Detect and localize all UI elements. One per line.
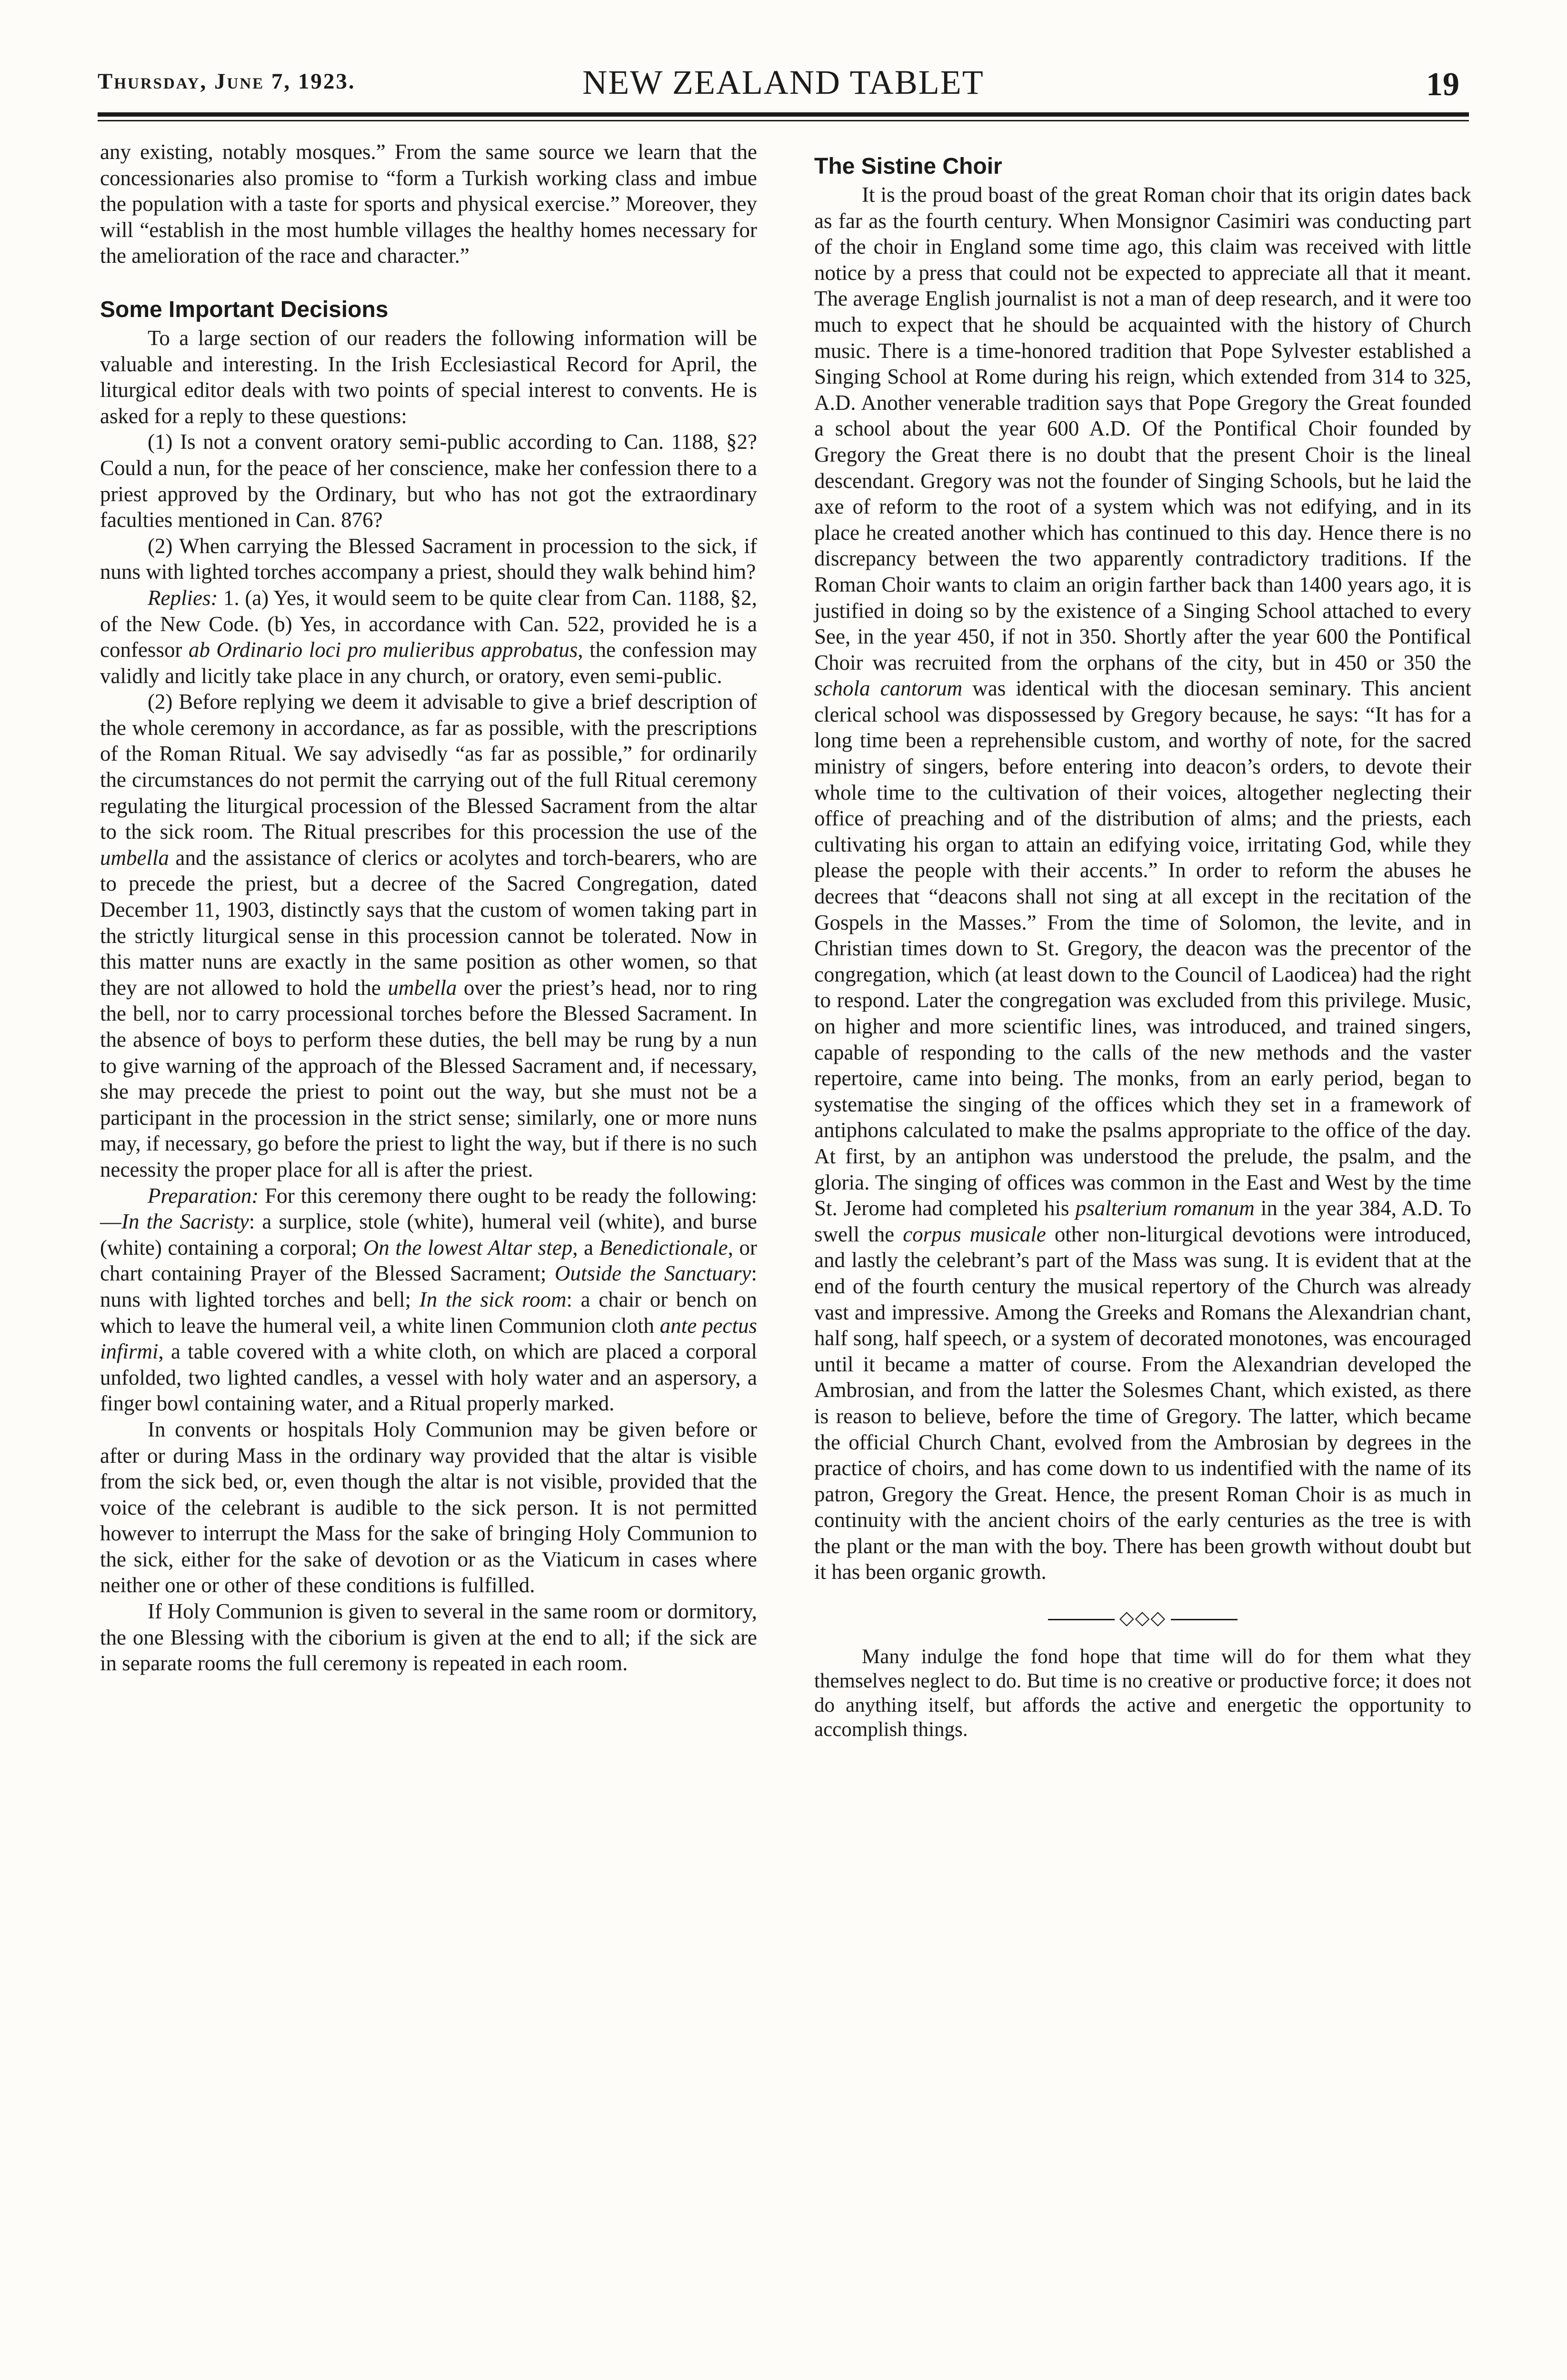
page-number: 19 [1426,66,1459,103]
text: : a surplice, stole (white), humeral veil (white), and burse (white) containing a corporal; [100,1210,758,1259]
paragraph: In convents or hospitals Holy Communion may be given before or after or during Mass in the ordinary way provided that the altar is visible from the sick bed, or, even though the altar is not visible, provided that the voice of the celebrant is audible to the sick person. It is not permitted however to interrupt the Mass for the sake of bringing Holy Communion to the sick, either for the sake of devotion or as the Viaticum in cases where neither one or other of these conditions is fulfilled. [100,1417,757,1597]
italic-term: Outside the Sanctuary [554,1261,751,1286]
article-continuation: any existing, notably mosques.” From the same source we learn that the concessionaries also promise to “form a Turkish working class and imbue the population with a taste for sports and physical exercise.” Moreover, they will “establish in the most humble villages the healthy homes necessary for the amelioration of the race and character.” [100,140,757,268]
ornament-rule [1048,1619,1115,1620]
text: , a [572,1235,599,1259]
right-column [814,139,1471,1742]
header-rule [98,112,1469,117]
latin-term: schola cantorum [814,676,963,701]
italic-term: In the sick room [419,1287,567,1311]
paragraph: (1) Is not a convent oratory semi-public according to Can. 1188, §2? Could a nun, for the peace of her conscience, make her confession there to a priest approved by the Ordinary, but who has not got the extraordinary faculties mentioned in Can. 876? [100,430,757,532]
header-rule-thin [98,120,1469,121]
text: , a table covered with a white cloth, on which are placed a corporal unfolded, two lighted candles, a vessel with holy water and an aspersory, a finger bowl containing water, and a Ritual properly marked. [100,1339,757,1416]
latin-term: corpus musicale [903,1222,1046,1246]
latin-term: ante pectus infirmi [100,1313,758,1364]
left-column [100,139,757,1676]
text: : nuns with lighted torches and bell; [100,1261,757,1311]
text: It is the proud boast of the great Roman choir that its origin dates back as far as the fourth century. When Monsignor Casimiri was conducting part of the choir in England some time ago, this claim was received with little notice by a press that could not be expected to appreciate all that it meant. The average English journalist is not a man of deep research, and it were too much to expect that he should be acquainted with the history of Church music. There is a time-honored tradition that Pope Sylvester established a Singing School at Rome during his reign, which extended from 314 to 325, A.D. Another venerable tradition says that Pope Gregory the Great founded a school about the year 600 A.D. Of the Pontifical Choir founded by Gregory the Great there is no doubt that the present Choir is the lineal descendant. Gregory was not the founder of Singing Schools, but he laid the axe of reform to the root of a system which was not edifying, and in its place he created another which has continued to this day. Hence there is no discrepancy between the two apparently contradictory traditions. If the Roman Choir wants to claim an origin farther back than 1400 years ago, it is justified in doing so by the existence of a Singing School attached to every See, in the year 450, if not in 350. Shortly after the year 600 the Pontifical Choir was recruited from the orphans of the city, but in 450 or 350 the [814,183,1471,674]
text: and the assistance of clerics or acolytes and torch-bearers, who are to precede the priest, but a decree of the Sacred Congregation, dated December 11, 1903, distinctly says that the custom of women taking part in the strictly liturgical sense in this procession cannot be tolerated. Now in this matter nuns are exactly in the same position as other women, so that they are not allowed to hold the [100,845,757,1000]
ornament-glyph: ◇◇◇ [1119,1607,1167,1629]
italic-term: On the lowest Altar step [363,1235,573,1259]
italic-term: In the Sacristy [121,1210,249,1234]
text: (2) Before replying we deem it advisable to give a brief description of the whole ceremony in accordance, as far as possible, with the prescriptions of the Roman Ritual. We say advisedly “as far as possible,” for ordinarily the circumstances do not permit the carrying out of the full Ritual ceremony regulating the liturgical procession of the Blessed Sacrament from the altar to the sick room. The Ritual prescribes for this procession the use of the [100,690,757,844]
latin-term: umbella [388,975,457,1000]
text: : a chair or bench on which to leave the humeral veil, a white linen Communion cloth [100,1287,757,1338]
text: , or chart containing Prayer of the Blessed Sacrament; [100,1235,757,1286]
text: , the confession may validly and licitly take place in any church, or oratory, even semi-public. [100,638,757,688]
latin-term: psalterium romanum [1075,1196,1255,1220]
section-ornament [814,1605,1471,1631]
paragraph: To a large section of our readers the following information will be valuable and interesting. In the Irish Ecclesiastical Record for April, the liturgical editor deals with two points of special interest to convents. He is asked for a reply to these questions: [100,326,757,428]
latin-term: umbella [100,845,169,870]
paragraph: (2) When carrying the Blessed Sacrament in procession to the sick, if nuns with lighted torches accompany a priest, should they walk behind him? [100,534,757,584]
ornament-rule [1171,1619,1238,1620]
preparation-label: Preparation: [148,1183,259,1208]
closing-paragraph: Many indulge the fond hope that time will do for them what they themselves neglect to do. But time is no creative or productive force; it does not do anything itself, but affords the active and energetic the opportunity to accomplish things. [814,1645,1471,1741]
text: For this ceremony there ought to be ready the following:— [100,1183,757,1234]
text: over the priest’s head, nor to ring the bell, nor to carry processional torches before the Blessed Sacrament. In the absence of boys to perform these duties, the bell may be rung by a nun to give warning of the approach of the Blessed Sacrament and, if necessary, she may precede the priest to point out the way, but she must not be a participant in the procession in the strict sense; similarly, one or more nuns may, if necessary, go before the priest to light the way, but if there is no such necessity the proper place for all is after the priest. [100,975,757,1181]
text: was identical with the diocesan seminary. This ancient clerical school was dispossessed by Gregory because, he says: “It has for a long time been a reprehensible custom, and worthy of note, for the sacred ministry of singers, before entering into deacon’s orders, to devote their whole time to the cultivation of their voices, altogether neglecting their office of preaching and of the distribution of alms; and the priests, each cultivating his organ to attain an edifying voice, irritating God, while they please the people with their accents.” In order to reform the abuses he decrees that “deacons shall not sing at all except in the recitation of the Gospels in the Masses.” From the time of Solomon, the levite, and in Christian times down to St. Gregory, the deacon was the precentor of the congregation, which (at least down to the Council of Laodicea) had the right to respond. Later the congregation was excluded from this privilege. Music, on higher and more scientific lines, was introduced, and trained singers, capable of responding to the calls of the new methods and the vaster repertoire, came into being. The monks, from an early period, began to systematise the singing of the offices which they set in a framework of antiphons calculated to make the psalms appropriate to the office of the day. At first, by an antiphon was understood the prelude, the psalm, and the gloria. The singing of offices was common in the East and West by the time St. Jerome had completed his [814,676,1471,1220]
page-header [98,63,1469,110]
text: other non-liturgical devotions were introduced, and lastly the celebrant’s part of the Mass was sung. It is evident that at the end of the fourth century the musical repertory of the Church was already vast and impressive. Among the Greeks and Romans the Alexandrian chant, half song, half speech, or a system of decorated monotones, was encouraged until it became a matter of course. From the Alexandrian developed the Ambrosian, and from the latter the Solesmes Chant, which existed, as there is reason to believe, before the time of Gregory. The latter, which became the official Church Chant, evolved from the Ambrosian by degrees in the practice of choirs, and has come down to us indentified with the name of its patron, Gregory the Great. Hence, the present Roman Choir is as much in continuity with the ancient choirs of the early centuries as the tree is with the plant or the man with the boy. There has been growth without doubt but it has been organic growth. [814,1222,1471,1584]
paragraph-preparation [100,1183,757,1417]
paragraph: If Holy Communion is given to several in the same room or dormitory, the one Blessing with the ciborium is given at the end to all; if the sick are in separate rooms the full ceremony is repeated in each room. [100,1599,757,1676]
text: 1. (a) Yes, it would seem to be quite clear from Can. 1188, §2, of the New Code. (b) Yes, in accordance with Can. 522, provided he is a confessor [100,585,757,662]
paragraph-replies [100,585,757,689]
issue-date: Thursday, June 7, 1923. [98,69,356,94]
paragraph-sistine [814,182,1471,1585]
text: in the year 384, A.D. To swell the [814,1196,1471,1246]
article-heading-sistine-choir: The Sistine Choir [814,154,1002,179]
paragraph-ceremony [100,689,757,1182]
masthead-title: NEW ZEALAND TABLET [582,63,984,101]
italic-term: Benedictionale [599,1235,728,1259]
replies-label: Replies: [148,585,218,610]
article-heading-decisions: Some Important Decisions [100,297,389,322]
latin-phrase: ab Ordinario loci pro mulieribus approbatus [188,638,578,662]
